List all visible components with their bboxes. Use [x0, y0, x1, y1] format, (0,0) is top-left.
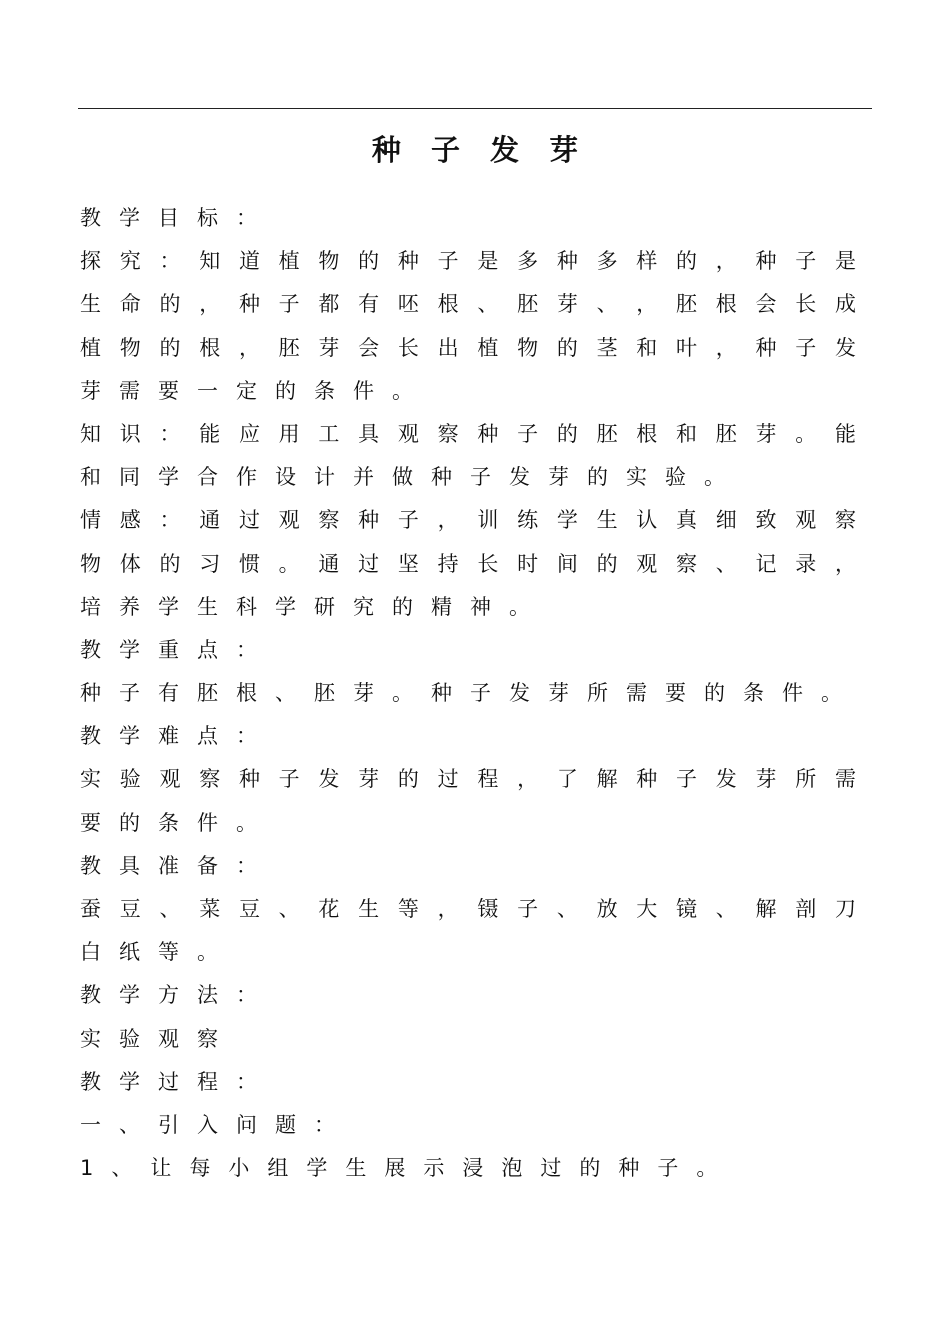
paragraph-line: 培养学生科学研究的精神。	[80, 594, 548, 619]
header-rule	[78, 108, 872, 109]
heading-methods: 教学方法：	[80, 983, 275, 1008]
section-heading: 一、引入问题：	[80, 1112, 353, 1137]
list-item: 1、让每小组学生展示浸泡过的种子。	[80, 1156, 736, 1181]
document-title: 种 子 发 芽	[371, 133, 589, 167]
paragraph-line: 情 感 ： 通 过 观 察 种 子 ， 训 练 学 生 认 真 细 致 观 察	[80, 508, 856, 533]
paragraph-line: 芽需要一定的条件。	[80, 378, 431, 403]
paragraph-line: 蚕 豆 、 菜 豆 、 花 生 等 ， 镊 子 、 放 大 镜 、 解 剖 刀	[80, 897, 856, 921]
heading-process: 教学过程：	[80, 1069, 275, 1094]
heading-difficulties: 教学难点：	[80, 724, 275, 749]
paragraph-line: 实 验 观 察 种 子 发 芽 的 过 程 ， 了 解 种 子 发 芽 所 需	[80, 767, 856, 792]
paragraph-line: 和同学合作设计并做种子发芽的实验。	[80, 465, 743, 490]
paragraph-line: 探 究 ： 知 道 植 物 的 种 子 是 多 种 多 样 的 ， 种 子 是	[80, 249, 856, 274]
paragraph-line: 物 体 的 习 惯 。 通 过 坚 持 长 时 间 的 观 察 、 记 录 ，	[80, 551, 856, 576]
heading-materials: 教具准备：	[80, 853, 275, 878]
paragraph-line: 知 识 ： 能 应 用 工 具 观 察 种 子 的 胚 根 和 胚 芽 。 能	[80, 421, 856, 446]
paragraph-line: 实验观察	[80, 1026, 236, 1051]
paragraph-line: 白纸等。	[80, 940, 236, 965]
document-body	[80, 197, 860, 1190]
heading-objectives: 教学目标：	[80, 206, 275, 230]
heading-key-points: 教学重点：	[80, 637, 275, 662]
paragraph-line: 要的条件。	[80, 810, 275, 835]
paragraph-line: 种子有胚根、胚芽。种子发芽所需要的条件。	[80, 681, 860, 706]
paragraph-line: 生 命 的 ， 种 子 都 有 呸 根 、 胚 芽 、 ， 胚 根 会 长 成	[80, 292, 856, 317]
paragraph-line: 植 物 的 根 ， 胚 芽 会 长 出 植 物 的 茎 和 叶 ， 种 子 发	[80, 335, 856, 360]
